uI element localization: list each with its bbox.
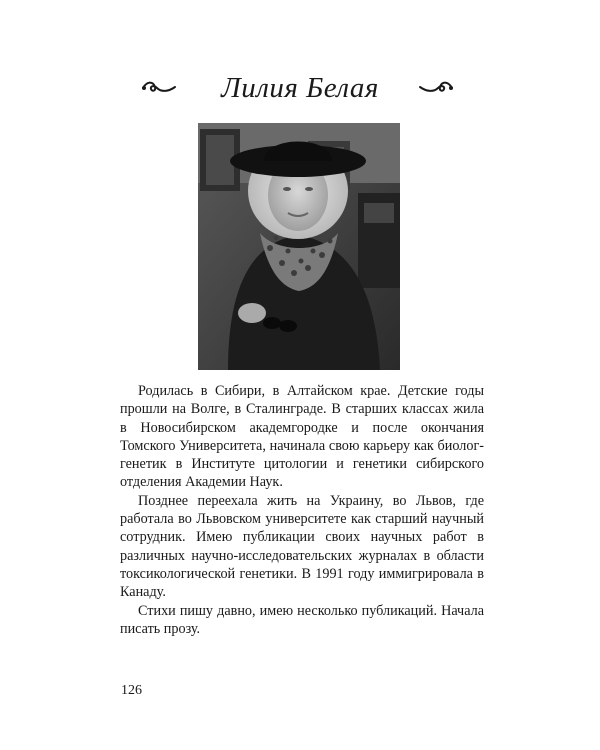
page-title: Лилия Белая — [221, 72, 379, 104]
page-number: 126 — [121, 683, 142, 698]
author-biography — [120, 382, 484, 638]
page-header — [0, 70, 600, 110]
bio-paragraph-3: Стихи пишу давно, имею несколько публикаций. Начала писать прозу. — [120, 602, 484, 637]
bio-paragraph-2: Позднее переехала жить на Украину, во Львов, где работала во Львовском университете как старший научный сотрудник. Имею публикации своих научных работ в различных научно-исследовательских журналах в области токсикологической генетики. В 1991 году иммигрировала в Канаду. — [120, 492, 484, 601]
author-portrait-photo — [198, 123, 400, 370]
portrait-image — [198, 123, 400, 370]
swirl-ornament-right-icon — [418, 78, 454, 98]
bio-paragraph-1: Родилась в Сибири, в Алтайском крае. Детские годы прошли на Волге, в Сталинграде. В старших классах жила в Новосибирском академгородке и после окончания Томского Университета, начинала свою карьеру как биолог-генетик в Институте цитологии и генетики сибирского отделения Академии Наук. — [120, 383, 484, 491]
